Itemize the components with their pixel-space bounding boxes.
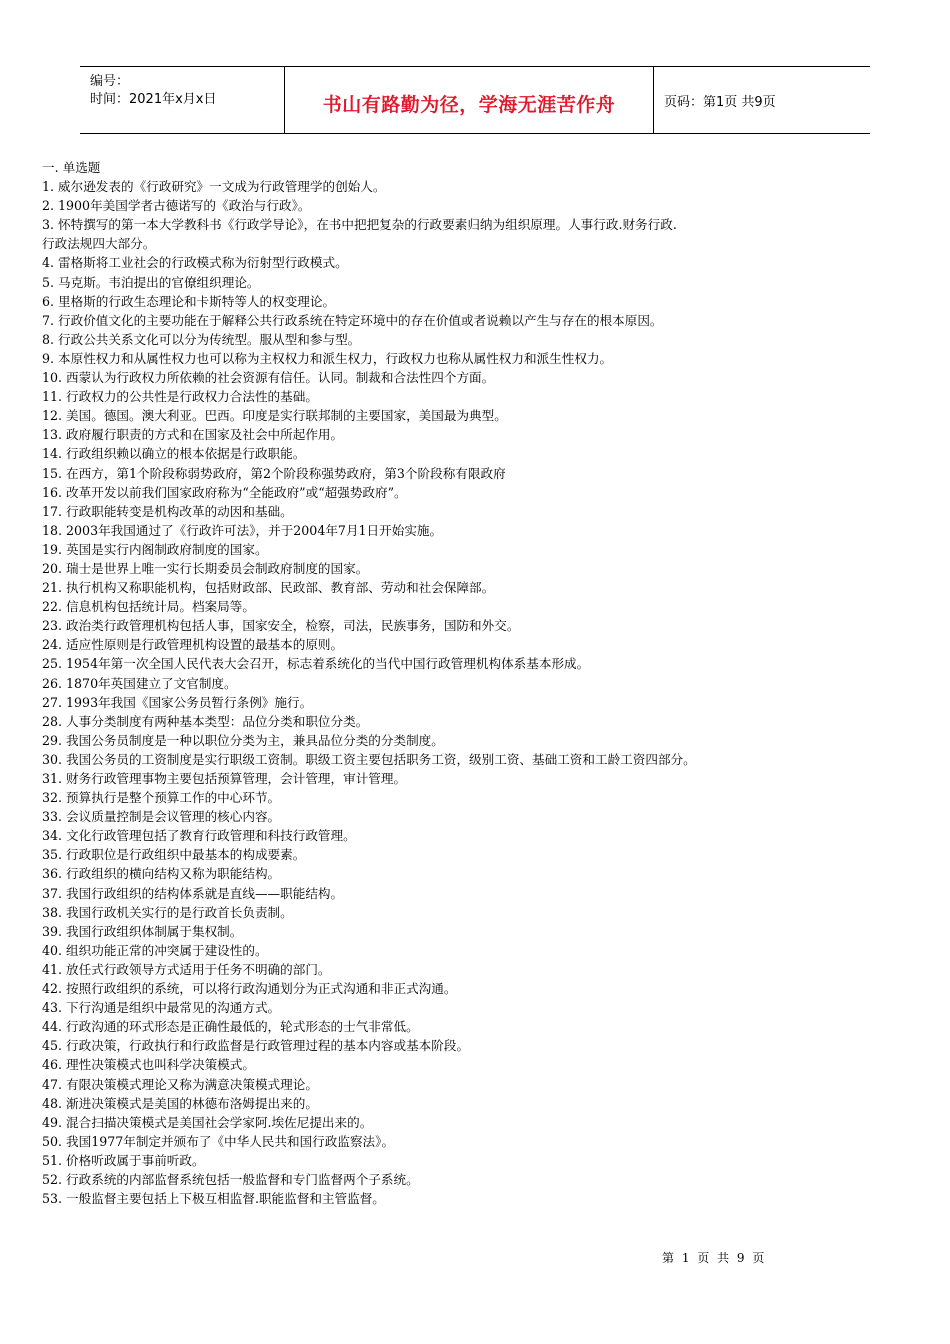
- question-line: 27. 1993年我国《国家公务员暂行条例》施行。: [42, 694, 313, 710]
- question-line: 10. 西蒙认为行政权力所依赖的社会资源有信任。认同。制裁和合法性四个方面。: [42, 370, 495, 386]
- question-line: 24. 适应性原则是行政管理机构设置的最基本的原则。: [42, 637, 344, 653]
- question-line: 35. 行政职位是行政组织中最基本的构成要素。: [42, 847, 306, 863]
- page-footer: 第 1 页 共 9 页: [662, 1251, 767, 1265]
- question-line: 52. 行政系统的内部监督系统包括一般监督和专门监督两个子系统。: [42, 1171, 419, 1187]
- question-line: 17. 行政职能转变是机构改革的动因和基础。: [42, 503, 293, 519]
- question-line: 8. 行政公共关系文化可以分为传统型。服从型和参与型。: [42, 331, 361, 347]
- question-line: 31. 财务行政管理事物主要包括预算管理，会计管理，审计管理。: [42, 771, 407, 786]
- question-line: 39. 我国行政组织体制属于集权制。: [42, 923, 243, 939]
- question-line: 13. 政府履行职责的方式和在国家及社会中所起作用。: [42, 427, 344, 443]
- question-line: 20. 瑞士是世界上唯一实行长期委员会制政府制度的国家。: [42, 560, 369, 576]
- question-line: 42. 按照行政组织的系统，可以将行政沟通划分为正式沟通和非正式沟通。: [42, 981, 457, 997]
- question-line: 47. 有限决策模式理论又称为满意决策模式理论。: [42, 1076, 318, 1092]
- question-line: 34. 文化行政管理包括了教育行政管理和科技行政管理。: [42, 828, 356, 844]
- question-line: 41. 放任式行政领导方式适用于任务不明确的部门。: [42, 961, 331, 977]
- question-line: 15. 在西方，第1个阶段称弱势政府，第2个阶段称强势政府，第3个阶段称有限政府: [42, 465, 506, 481]
- question-line: 22. 信息机构包括统计局。档案局等。: [42, 599, 255, 615]
- number-label: 编号：: [90, 74, 130, 89]
- question-line: 40. 组织功能正常的冲突属于建设性的。: [42, 942, 268, 958]
- document-body: [42, 158, 912, 1208]
- question-line: 28. 人事分类制度有两种基本类型：品位分类和职位分类。: [42, 713, 369, 729]
- question-line: 38. 我国行政机关实行的是行政首长负责制。: [42, 904, 293, 920]
- question-line: 6. 里格斯的行政生态理论和卡斯特等人的权变理论。: [42, 293, 336, 309]
- header-page-info: 页码：第1页 共9页: [664, 94, 776, 110]
- page-header: [80, 66, 870, 134]
- question-line: 3. 怀特撰写的第一本大学教科书《行政学导论》，在书中把把复杂的行政要素归纳为组织原理。人事行政.财务行政.: [42, 217, 677, 233]
- question-line: 30. 我国公务员的工资制度是实行职级工资制。职级工资主要包括职务工资，级别工资、基础工资和工龄工资四部分。: [42, 751, 696, 767]
- question-line: 7. 行政价值文化的主要功能在于解释公共行政系统在特定环境中的存在价值或者说赖以产生与存在的根本原因。: [42, 312, 663, 328]
- question-line: 29. 我国公务员制度是一种以职位分类为主，兼具品位分类的分类制度。: [42, 732, 444, 748]
- question-line: 50. 我国1977年制定并颁布了《中华人民共和国行政监察法》。: [42, 1133, 395, 1149]
- question-line: 25. 1954年第一次全国人民代表大会召开，标志着系统化的当代中国行政管理机构体系基本形成。: [42, 656, 590, 672]
- section-title: 一. 单选题: [42, 160, 101, 175]
- question-line: 5. 马克斯。韦泊提出的官僚组织理论。: [42, 274, 260, 290]
- time-label: 时间：2021年x月x日: [90, 92, 217, 107]
- question-line: 37. 我国行政组织的结构体系就是直线——职能结构。: [42, 885, 344, 901]
- question-line: 49. 混合扫描决策模式是美国社会学家阿.埃佐尼提出来的。: [42, 1114, 373, 1130]
- question-line: 16. 改革开发以前我们国家政府称为“全能政府”或“超强势政府”。: [42, 484, 407, 500]
- question-line: 44. 行政沟通的环式形态是正确性最低的，轮式形态的士气非常低。: [42, 1019, 419, 1035]
- question-line: 2. 1900年美国学者古德诺写的《政治与行政》。: [42, 198, 311, 214]
- question-line: 19. 英国是实行内阁制政府制度的国家。: [42, 541, 268, 557]
- question-line: 12. 美国。德国。澳大利亚。巴西。印度是实行联邦制的主要国家，美国最为典型。: [42, 408, 507, 424]
- question-line: 51. 价格听政属于事前听政。: [42, 1152, 205, 1168]
- question-line: 1. 威尔逊发表的《行政研究》一文成为行政管理学的创始人。: [42, 179, 386, 195]
- header-motto: 书山有路勤为径，学海无涯苦作舟: [284, 67, 654, 133]
- question-line: 11. 行政权力的公共性是行政权力合法性的基础。: [42, 389, 318, 405]
- question-line: 43. 下行沟通是组织中最常见的沟通方式。: [42, 1000, 281, 1016]
- question-line: 9. 本原性权力和从属性权力也可以称为主权权力和派生权力，行政权力也称从属性权力和派生性权力。: [42, 350, 613, 366]
- question-line: 45. 行政决策，行政执行和行政监督是行政管理过程的基本内容或基本阶段。: [42, 1038, 470, 1054]
- question-line: 32. 预算执行是整个预算工作的中心环节。: [42, 790, 281, 806]
- question-line: 14. 行政组织赖以确立的根本依据是行政职能。: [42, 446, 306, 462]
- header-meta: [80, 67, 284, 133]
- question-line: 33. 会议质量控制是会议管理的核心内容。: [42, 809, 281, 825]
- question-line: 26. 1870年英国建立了文官制度。: [42, 675, 237, 691]
- question-line: 23. 政治类行政管理机构包括人事，国家安全，检察，司法，民族事务，国防和外交。: [42, 618, 520, 634]
- question-line: 18. 2003年我国通过了《行政许可法》，并于2004年7月1日开始实施。: [42, 522, 443, 538]
- question-line: 46. 理性决策模式也叫科学决策模式。: [42, 1057, 255, 1073]
- question-line: 4. 雷格斯将工业社会的行政模式称为衍射型行政模式。: [42, 255, 348, 271]
- question-line: 36. 行政组织的横向结构又称为职能结构。: [42, 866, 281, 882]
- question-line: 21. 执行机构又称职能机构，包括财政部、民政部、教育部、劳动和社会保障部。: [42, 580, 495, 596]
- question-line: 53. 一般监督主要包括上下极互相监督.职能监督和主管监督。: [42, 1191, 385, 1207]
- question-line: 48. 渐进决策模式是美国的林德布洛姆提出来的。: [42, 1095, 318, 1111]
- question-line: 行政法规四大部分。: [42, 236, 156, 252]
